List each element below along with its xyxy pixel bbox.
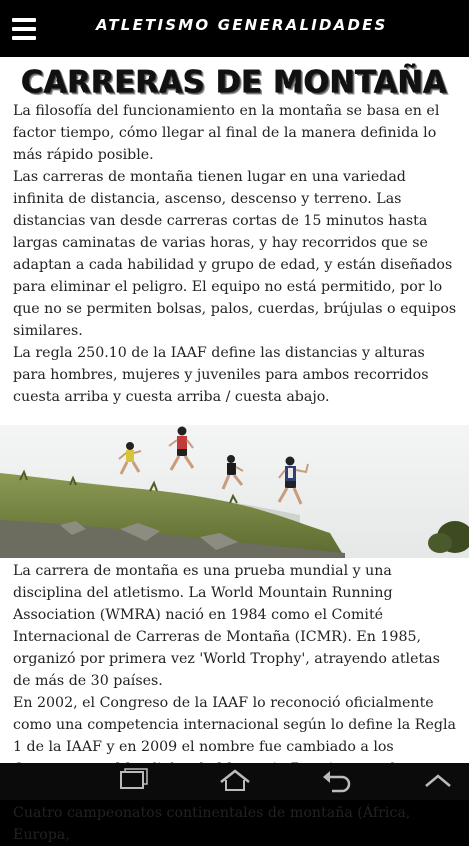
article-title: CARRERAS DE MONTAÑA bbox=[21, 64, 448, 101]
article-content[interactable] bbox=[0, 57, 469, 843]
article-intro bbox=[0, 100, 469, 408]
paragraph: La regla 250.10 de la IAAF define las distancias y alturas para hombres, mujeres y juveniles para ambos recorridos cuesta arriba y cuesta arriba / cuesta abajo. bbox=[13, 345, 429, 405]
app-toolbar bbox=[0, 0, 469, 57]
paragraph: La carrera de montaña es una prueba mundial y una disciplina del atletismo. La World Mountain Running Association (WMRA) nació en 1984 como el Comité Internacional de Carreras de Montaña (ICMR). En 1985, organizó por primera vez 'World Trophy', atrayendo atletas de más de 30 países. bbox=[13, 563, 440, 689]
paragraph: Cuatro campeonatos continentales de montaña (África, Europa, bbox=[13, 805, 411, 843]
paragraph: La filosofía del funcionamiento en la montaña se basa en el factor tiempo, cómo llegar al final de la manera definida lo más rápido posible. bbox=[13, 103, 440, 163]
paragraph: En 2002, el Congreso de la IAAF lo reconoció oficialmente como una competencia internacional según lo define la Regla 1 de la IAAF y en 2009 el nombre fue cambiado a los bbox=[13, 695, 456, 755]
hamburger-menu-icon[interactable] bbox=[12, 16, 36, 42]
system-navigation-bar bbox=[0, 763, 469, 800]
article-body bbox=[0, 560, 469, 846]
recent-apps-icon[interactable] bbox=[117, 768, 149, 794]
app-title: ATLETISMO GENERALIDADES bbox=[96, 16, 388, 34]
mountain-runners-photo bbox=[0, 425, 469, 558]
up-chevron-icon[interactable] bbox=[421, 768, 455, 794]
back-icon[interactable] bbox=[320, 768, 354, 794]
home-icon[interactable] bbox=[217, 768, 253, 794]
paragraph: Las carreras de montaña tienen lugar en una variedad infinita de distancia, ascenso, descenso y terreno. Las distancias van desde carreras cortas de 15 minutos hasta largas caminatas de varias horas, y hay recorridos que se adaptan a cada habilidad y grupo de edad, y están diseñados para eliminar el peligro. El equipo no está permitido, por lo que no se permiten bolsas, palos, cuerdas, brújulas o equipos similares. bbox=[13, 169, 457, 339]
